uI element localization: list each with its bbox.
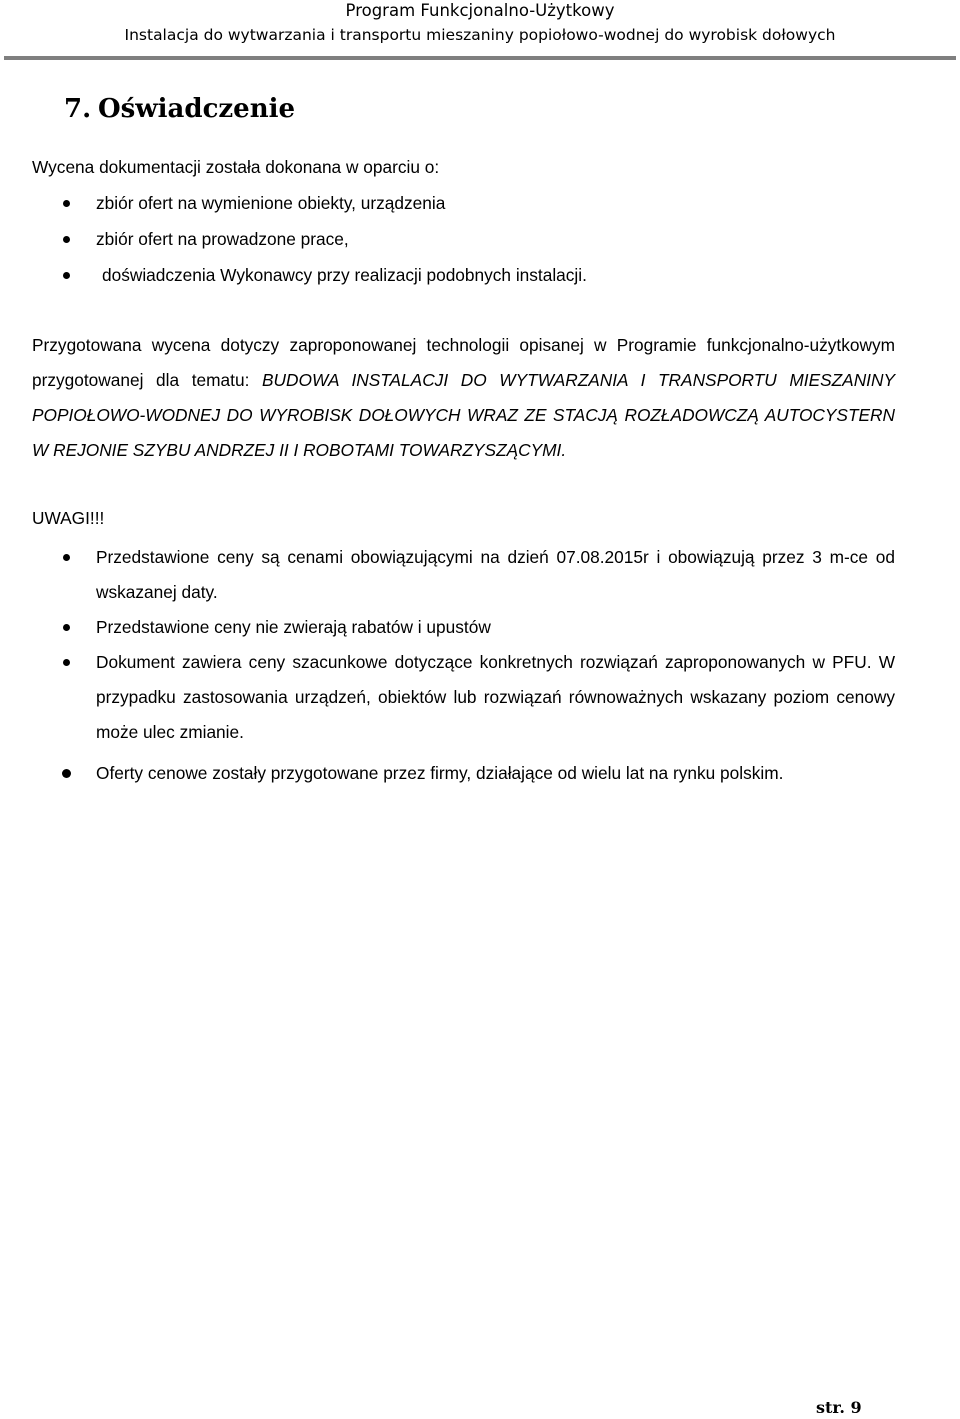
scope-paragraph [32,328,895,468]
list-item [0,192,960,228]
list-item-text: doświadczenia Wykonawcy przy realizacji podobnych instalacji. [102,265,587,285]
list-item-text: Przedstawione ceny są cenami obowiązującymi na dzień 07.08.2015r i obowiązują przez 3 m-ce od wskazanej daty. [96,547,895,602]
header-project-title: Instalacja do wytwarzania i transportu mieszaniny popiołowo-wodnej do wyrobisk dołowych [124,26,836,44]
project-subject: BUDOWA INSTALACJI DO WYTWARZANIA I TRANSPORTU MIESZANINY POPIOŁOWO-WODNEJ DO WYROBISK DOŁOWYCH WRAZ ZE STACJĄ ROZŁADOWCZĄ AUTOCYSTERN W REJONIE SZYBU ANDRZEJ II I ROBOTAMI TOWARZYSZĄCYMI. [32,370,895,460]
section-title: Oświadczenie [98,94,296,124]
list-item-text: Dokument zawiera ceny szacunkowe dotyczące konkretnych rozwiązań zaproponowanych w PFU. W przypadku zastosowania urządzeń, obiektów lub rozwiązań równoważnych wskazany poziom cenowy może ulec zmianie. [96,652,895,742]
list-item-text: zbiór ofert na wymienione obiekty, urządzenia [96,193,446,213]
bullet-icon [63,554,70,561]
bullet-icon [63,659,70,666]
list-item [0,228,960,264]
section-number: 7. [64,94,92,124]
list-item-text: zbiór ofert na prowadzone prace, [96,229,349,249]
list-item [0,264,960,300]
section-heading [64,90,295,128]
list-item-text: Przedstawione ceny nie zwierają rabatów i upustów [96,617,491,637]
basis-list [0,192,960,300]
bullet-icon [63,200,70,207]
list-item-text: Oferty cenowe zostały przygotowane przez firmy, działające od wielu lat na rynku polskim. [96,763,784,783]
bullet-icon [62,769,71,778]
warning-label: UWAGI!!! [32,508,105,528]
page-header [0,0,960,62]
bullet-icon [63,236,70,243]
paragraph-lead: Przygotowana wycena dotyczy zaproponowanej technologii opisanej w Programie funkcjonalno-użytkowym przygotowanej dla tematu: [32,335,895,390]
header-divider [4,56,956,60]
intro-text: Wycena dokumentacji została dokonana w oparciu o: [32,157,440,177]
page-number: str. 9 [816,1398,862,1417]
header-program-title: Program Funkcjonalno-Użytkowy [345,1,615,20]
bullet-icon [63,272,70,279]
bullet-icon [63,624,70,631]
